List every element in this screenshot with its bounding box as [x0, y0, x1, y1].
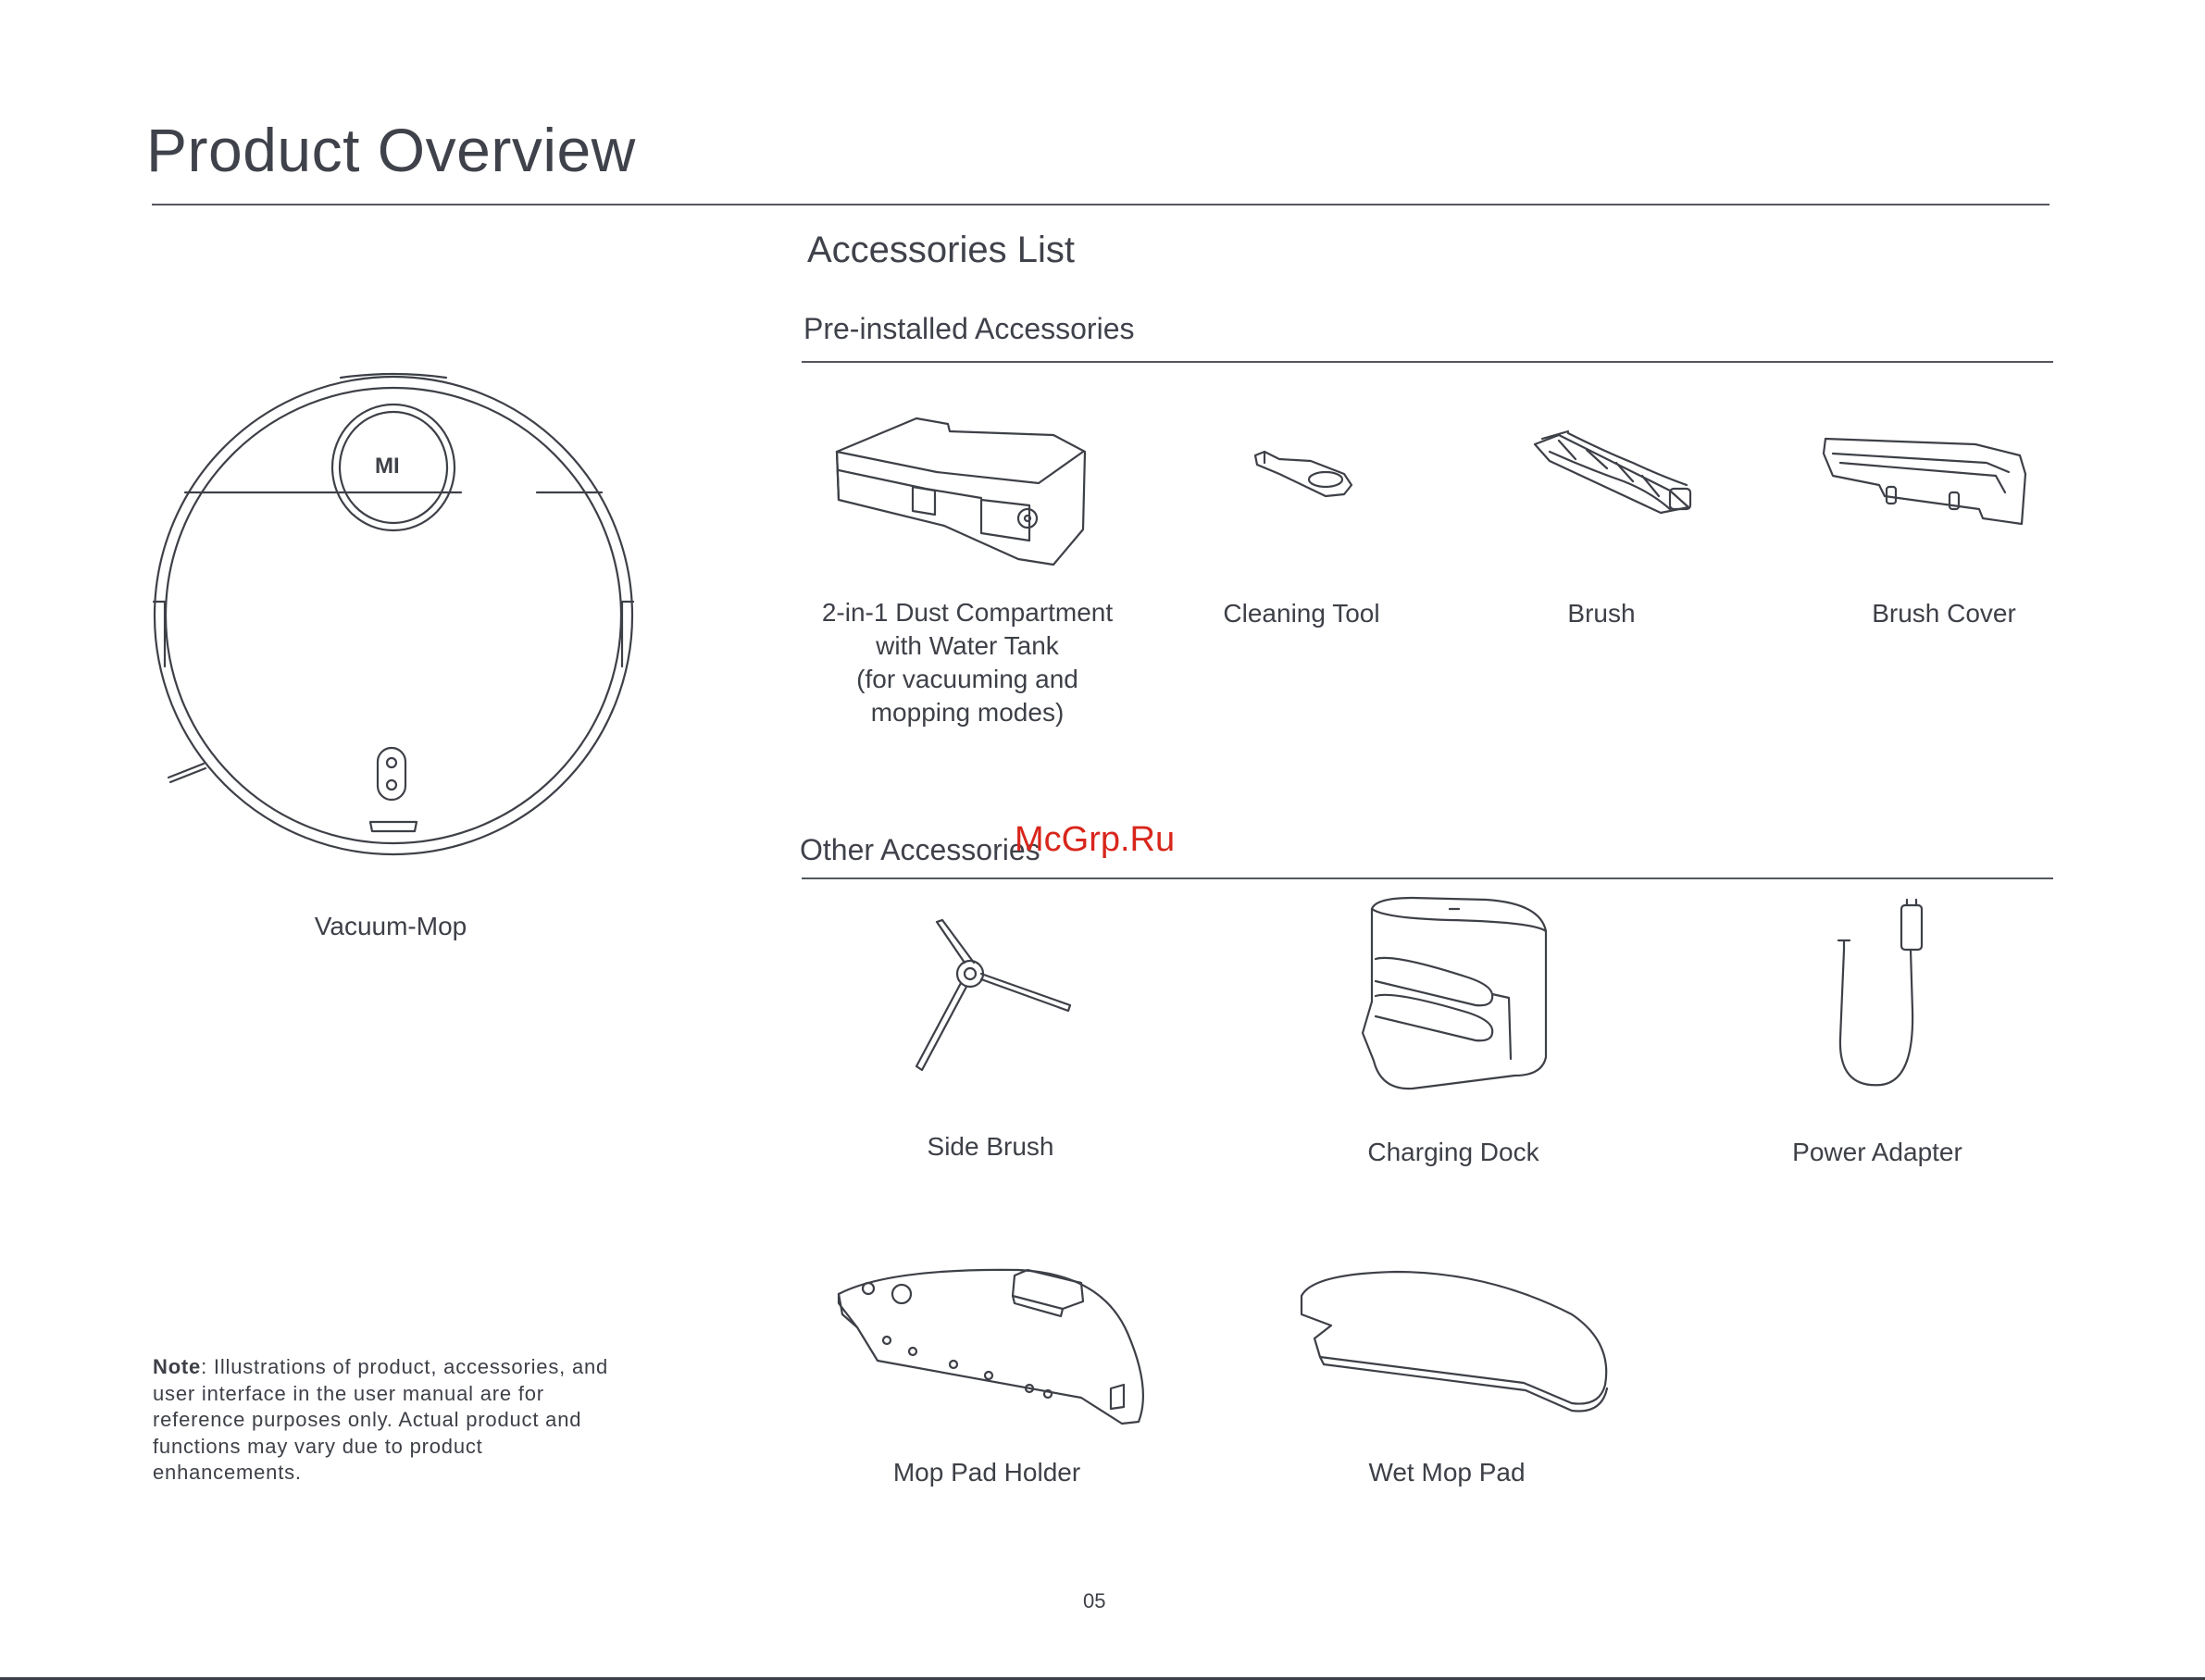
power-adapter-label: Power Adapter	[1792, 1138, 1962, 1166]
mop-pad-holder-label: Mop Pad Holder	[892, 1458, 1081, 1487]
vacuum-logo: MI	[375, 454, 400, 479]
brush-cover-label: Brush Cover	[1872, 599, 2016, 628]
brush-cover-icon	[1820, 435, 2033, 528]
vacuum-mop-icon	[148, 370, 629, 852]
mop-pad-holder-icon	[833, 1268, 1157, 1435]
watermark-text: McGrp.Ru	[1015, 820, 1176, 859]
wet-mop-pad-label: Wet Mop Pad	[1368, 1458, 1526, 1487]
power-adapter-icon	[1820, 900, 1931, 1094]
other-accessories-divider	[802, 877, 2053, 879]
page-number: 05	[1083, 1589, 1106, 1612]
side-brush-icon	[907, 916, 1074, 1083]
side-brush-label: Side Brush	[927, 1132, 1054, 1161]
accessories-heading: Accessories List	[807, 230, 1075, 270]
title-divider	[152, 204, 2049, 205]
cleaning-tool-label: Cleaning Tool	[1223, 599, 1380, 628]
cleaning-tool-icon	[1252, 448, 1353, 504]
brush-icon	[1531, 424, 1698, 516]
note-text: : Illustrations of product, accessories, and user interface in the user manual are for reference purposes only. Actual product and functions may vary due to product enhancements.	[153, 1355, 609, 1484]
brush-label: Brush	[1567, 599, 1636, 628]
disclaimer-note	[153, 1354, 616, 1487]
dust-compartment-label: 2-in-1 Dust Compartment with Water Tank (for vacuuming and mopping modes)	[821, 598, 1114, 727]
note-label: Note	[153, 1355, 202, 1378]
charging-dock-label: Charging Dock	[1367, 1138, 1539, 1166]
wet-mop-pad-icon	[1294, 1268, 1609, 1425]
dust-compartment-icon	[833, 415, 1092, 572]
preinstalled-divider	[802, 361, 2053, 363]
charging-dock-icon	[1357, 894, 1561, 1098]
preinstalled-heading: Pre-installed Accessories	[804, 312, 1135, 345]
page-title: Product Overview	[146, 116, 636, 184]
other-accessories-heading: Other Accessories	[800, 833, 1040, 866]
vacuum-mop-label: Vacuum-Mop	[314, 912, 467, 940]
